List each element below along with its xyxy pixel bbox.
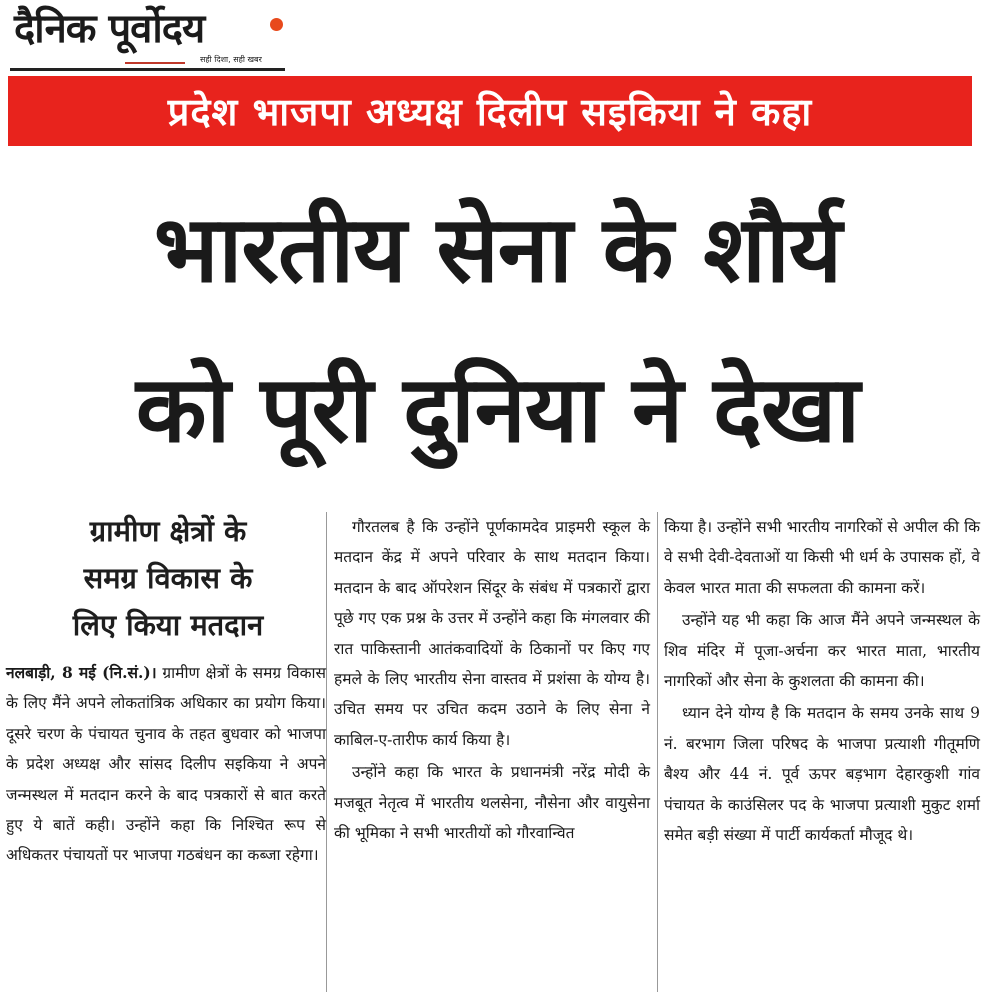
headline-line-2: को पूरी दुनिया ने देखा [135, 356, 860, 463]
article-paragraph: गौरतलब है कि उन्होंने पूर्णकामदेव प्राइमरी स्कूल के मतदान केंद्र में अपने परिवार के साथ मतदान किया। मतदान के बाद ऑपरेशन सिंदूर के संबंध में पत्रकारों द्वारा पूछे गए एक प्रश्न के उत्तर में उन्होंने कहा कि मंगलवार की रात पाकिस्तानी आतंकवादियों के ठिकानों पर किए गए हमले के लिए भारतीय सेना वास्तव में प्रशंसा के योग्य है। उचित समय पर उचित कदम उठाने के लिए सेना ने काबिल-ए-तारीफ कार्य किया है। [334, 518, 650, 749]
article-paragraph: उन्होंने कहा कि भारत के प्रधानमंत्री नरेंद्र मोदी के मजबूत नेतृत्व में भारतीय थलसेना, नौसेना और वायुसेना की भूमिका ने सभी भारतीयों को गौरवान्वित [334, 763, 650, 843]
article-paragraph: ध्यान देने योग्य है कि मतदान के समय उनके साथ 9 नं. बरभाग जिला परिषद के भाजपा प्रत्याशी गीतूमणि बैश्य और 44 नं. पूर्व ऊपर बड़भाग देहारकुशी गांव पंचायत के काउंसिलर पद के भाजपा प्रत्याशी मुकुट शर्मा समेत बड़ी संख्या में पार्टी कार्यकर्ता मौजूद थे। [664, 704, 980, 845]
dateline: नलबाड़ी, 8 मई (नि.सं.)। [6, 663, 157, 682]
sub-headline-line-2: समग्र विकास के [83, 561, 253, 595]
column-divider [657, 512, 658, 992]
logo-dot-icon [270, 18, 283, 31]
masthead [10, 4, 300, 74]
column-divider [326, 512, 327, 992]
newspaper-tagline: सही दिशा, सही खबर [200, 55, 262, 64]
article-paragraph: किया है। उन्होंने सभी भारतीय नागरिकों से अपील की कि वे सभी देवी-देवताओं या किसी भी धर्म के उपासक हों, वे केवल भारत माता की सफलता की कामना करें। [664, 518, 980, 597]
article-paragraph: उन्होंने यह भी कहा कि आज मैंने अपने जन्मस्थल के शिव मंदिर में पूजा-अर्चना कर भारत माता, भारतीय नागरिकों और सेना के कुशलता की कामना की। [664, 611, 980, 691]
main-headline [0, 170, 995, 490]
article-column-3 [664, 512, 980, 850]
masthead-rule [10, 68, 285, 71]
headline-line-1: भारतीय सेना के शौर्य [153, 196, 842, 303]
article-paragraph [6, 658, 326, 871]
paragraph-text: ग्रामीण क्षेत्रों के समग्र विकास के लिए मैंने अपने लोकतांत्रिक अधिकार का प्रयोग किया। दूसरे चरण के पंचायत चुनाव के तहत बुधवार को भाजपा के प्रदेश अध्यक्ष और सांसद दिलीप सइकिया ने अपने जन्मस्थल में मतदान करने के बाद पत्रकारों से बात करते हुए ये बातें कही। उन्होंने कहा कि निश्चित रूप से अधिकतर पंचायतों पर भाजपा गठबंधन का कब्जा रहेगा। [6, 664, 326, 865]
article-column-2 [334, 512, 650, 848]
newspaper-logo: दैनिक पूर्वोदय [14, 6, 205, 52]
kicker-banner: प्रदेश भाजपा अध्यक्ष दिलीप सइकिया ने कहा [8, 76, 972, 146]
logo-accent-line [125, 62, 185, 64]
sub-headline-line-1: ग्रामीण क्षेत्रों के [89, 514, 247, 548]
sub-headline [18, 508, 318, 649]
article-column-1 [6, 658, 326, 871]
sub-headline-line-3: लिए किया मतदान [72, 608, 264, 642]
